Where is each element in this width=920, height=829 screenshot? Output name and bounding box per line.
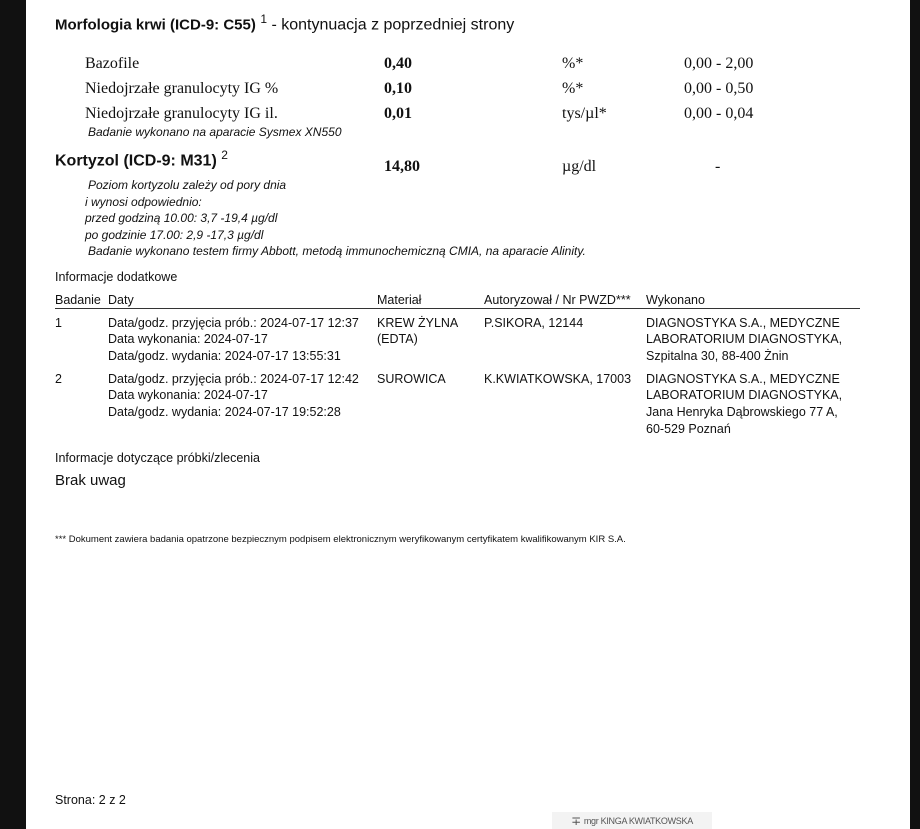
cell-wykonano: DIAGNOSTYKA S.A., MEDYCZNE <box>646 316 840 330</box>
result-value: 0,10 <box>384 80 412 97</box>
kortyzol-value: 14,80 <box>384 158 420 175</box>
result-range: 0,00 - 0,04 <box>684 105 754 122</box>
cell-badanie: 1 <box>55 316 62 330</box>
result-range: 0,00 - 0,50 <box>684 80 754 97</box>
kortyzol-note: Badanie wykonano testem firmy Abbott, metodą immunochemiczną CMIA, na aparacie Alinity. <box>88 244 586 258</box>
column-header-daty: Daty <box>108 293 134 307</box>
document-page <box>26 0 910 829</box>
kortyzol-note: przed godziną 10.00: 3,7 -19,4 µg/dl <box>85 211 278 225</box>
cell-autoryzowal: K.KWIATKOWSKA, 17003 <box>484 372 632 386</box>
cell-wykonano: Szpitalna 30, 88-400 Żnin <box>646 349 789 363</box>
kortyzol-note: i wynosi odpowiednio: <box>85 195 202 209</box>
kortyzol-range: - <box>715 158 721 175</box>
sample-info-text: Brak uwag <box>55 472 126 489</box>
continuation-label: - kontynuacja z poprzedniej strony <box>271 16 515 34</box>
result-name: Bazofile <box>85 55 140 72</box>
cell-badanie: 2 <box>55 372 62 386</box>
kortyzol-header <box>55 148 228 170</box>
info-section-title: Informacje dodatkowe <box>55 270 178 284</box>
kortyzol-unit: µg/dl <box>562 158 597 175</box>
cell-wykonano: LABORATORIUM DIAGNOSTYKA, <box>646 388 843 402</box>
cell-daty: Data/godz. przyjęcia prób.: 2024-07-17 12:42 <box>108 372 359 386</box>
kortyzol-footnote-ref: 2 <box>221 148 228 162</box>
cell-daty: Data/godz. wydania: 2024-07-17 13:55:31 <box>108 349 341 363</box>
cell-daty: Data wykonania: 2024-07-17 <box>108 388 268 402</box>
morfologia-header <box>55 12 514 34</box>
sample-info-title: Informacje dotyczące próbki/zlecenia <box>55 451 260 465</box>
result-range: 0,00 - 2,00 <box>684 55 754 72</box>
cell-wykonano: DIAGNOSTYKA S.A., MEDYCZNE <box>646 372 840 386</box>
kortyzol-note: po godzinie 17.00: 2,9 -17,3 µg/dl <box>85 228 264 242</box>
result-value: 0,40 <box>384 55 412 72</box>
column-header-autoryzowal: Autoryzował / Nr PWZD*** <box>484 293 631 307</box>
cell-wykonano: Jana Henryka Dąbrowskiego 77 A, <box>646 405 838 419</box>
kortyzol-note: Poziom kortyzolu zależy od pory dnia <box>88 178 287 192</box>
table-header-divider <box>55 308 860 309</box>
result-unit: tys/µl* <box>562 105 607 122</box>
signature-text: mgr KINGA KWIATKOWSKA <box>583 815 693 826</box>
cell-wykonano: 60-529 Poznań <box>646 422 731 436</box>
cell-material: KREW ŻYLNA <box>377 316 459 330</box>
column-header-material: Materiał <box>377 293 422 307</box>
page-number: Strona: 2 z 2 <box>55 793 126 807</box>
cell-daty: Data/godz. wydania: 2024-07-17 19:52:28 <box>108 405 341 419</box>
column-header-wykonano: Wykonano <box>646 293 705 307</box>
cell-daty: Data/godz. przyjęcia prób.: 2024-07-17 12:37 <box>108 316 359 330</box>
result-name: Niedojrzałe granulocyty IG % <box>85 80 279 97</box>
morfologia-title: Morfologia krwi (ICD-9: C55) <box>55 16 256 34</box>
cell-autoryzowal: P.SIKORA, 12144 <box>484 316 584 330</box>
kortyzol-title: Kortyzol (ICD-9: M31) <box>55 152 217 170</box>
cell-material: (EDTA) <box>377 332 418 346</box>
signature-stamp <box>552 812 712 829</box>
cell-material: SUROWICA <box>377 372 446 386</box>
result-unit: %* <box>562 80 584 97</box>
result-name: Niedojrzałe granulocyty IG il. <box>85 105 278 122</box>
cell-wykonano: LABORATORIUM DIAGNOSTYKA, <box>646 332 843 346</box>
column-header-badanie: Badanie <box>55 293 101 307</box>
result-value: 0,01 <box>384 105 412 122</box>
signature-mark-icon: ∓ <box>571 813 581 828</box>
cell-daty: Data wykonania: 2024-07-17 <box>108 332 268 346</box>
signature-footnote: *** Dokument zawiera badania opatrzone bezpiecznym podpisem elektronicznym weryfikowanym certyfikatem kwalifikowanym KIR S.A. <box>55 534 626 545</box>
morfologia-footnote-ref: 1 <box>260 12 267 26</box>
morfologia-note: Badanie wykonano na aparacie Sysmex XN550 <box>88 125 342 139</box>
result-unit: %* <box>562 55 584 72</box>
